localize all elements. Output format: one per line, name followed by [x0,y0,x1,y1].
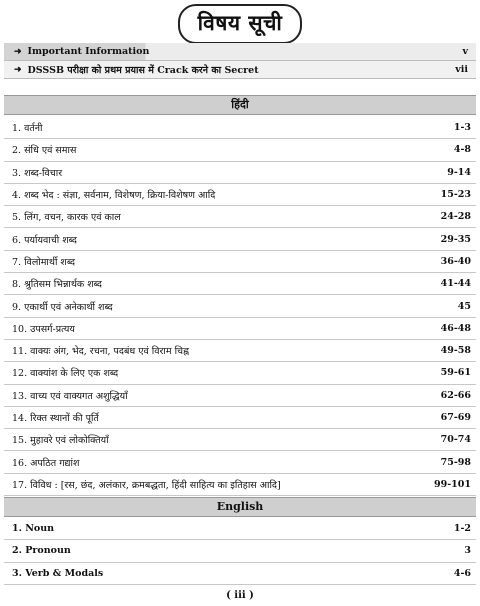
toc-pages: 75-98 [440,456,471,468]
toc-label: 11. वाक्यः अंग, भेद, रचना, पदबंध एवं विराम चिह्न [12,346,189,358]
toc-label: 2. Pronoun [12,545,71,557]
toc-pages: 46-48 [440,322,471,334]
toc-label: 2. संधि एवं समास [12,145,77,157]
toc-label: 4. शब्द भेद : संज्ञा, सर्वनाम, विशेषण, क्रिया-विशेषण आदि [12,190,216,202]
section-heading-hindi: हिंदी [4,95,476,115]
toc-label: 10. उपसर्ग-प्रत्यय [12,323,75,335]
toc-row[interactable] [4,451,476,473]
toc-label: 7. विलोमार्थी शब्द [12,256,76,268]
toc-pages: 67-69 [440,412,471,423]
toc-label: 3. Verb & Modals [12,567,104,579]
toc-pages: 99-101 [434,478,471,490]
toc-pages: 9-14 [447,166,471,178]
toc-pages: 4-6 [453,567,471,579]
toc-label: 13. वाच्य एवं वाक्यगत अशुद्धियाँ [12,390,128,402]
toc-row[interactable] [4,385,476,407]
intro-pages: vii [455,64,468,75]
toc-row[interactable] [4,162,476,184]
toc-row[interactable] [4,251,476,273]
arrow-right-icon: ➜ [14,64,22,75]
toc-pages: 49-58 [440,345,471,357]
toc-row[interactable] [4,474,476,496]
toc-row[interactable] [4,228,476,250]
toc-pages: 59-61 [440,367,471,379]
toc-label: 5. लिंग, वचन, कारक एवं काल [12,212,121,224]
toc-label: 16. अपठित गद्यांश [12,457,80,469]
toc-row[interactable] [4,362,476,384]
toc-row[interactable] [4,139,476,161]
toc-pages: 4-8 [453,144,471,156]
toc-row[interactable] [4,273,476,295]
toc-label: 6. पर्यायवाची शब्द [12,234,77,246]
toc-row[interactable] [4,295,476,317]
toc-pages: 1-2 [453,523,471,535]
toc-row[interactable] [4,184,476,206]
toc-row[interactable] [4,117,476,139]
arrow-right-icon: ➜ [14,46,22,57]
toc-label: 3. शब्द-विचार [12,167,63,179]
hindi-contents-list [4,117,476,496]
toc-row[interactable] [4,429,476,451]
toc-row[interactable] [4,518,476,540]
toc-row[interactable] [4,206,476,228]
intro-label: DSSSB परीक्षा को प्रथम प्रयास में Crack करने का Secret [27,65,259,76]
toc-row[interactable] [4,340,476,362]
section-heading-english: English [4,497,476,517]
toc-pages: 70-74 [440,434,471,446]
intro-row-dsssb-secret[interactable] [4,61,476,79]
toc-row[interactable] [4,563,476,585]
toc-label: 17. विविध : [रस, छंद, अलंकार, क्रमबद्धता, हिंदी साहित्य का इतिहास आदि] [12,479,281,491]
toc-row[interactable] [4,540,476,562]
intro-pages: v [462,46,468,57]
toc-label: 8. श्रुतिसम भिन्नार्थक शब्द [12,279,102,291]
toc-pages: 36-40 [440,255,471,267]
page-title: विषय सूची [178,4,303,44]
toc-pages: 1-3 [453,122,471,134]
page-number: ( iii ) [226,590,254,601]
toc-label: 9. एकार्थी एवं अनेकार्थी शब्द [12,301,113,313]
toc-pages: 62-66 [440,389,471,401]
toc-label: 14. रिक्त स्थानों की पूर्ति [12,413,99,424]
toc-label: 12. वाक्यांश के लिए एक शब्द [12,368,119,380]
toc-pages: 45 [457,300,471,312]
toc-pages: 29-35 [440,233,471,245]
toc-pages: 24-28 [440,211,471,223]
intro-row-important-information[interactable] [4,43,476,61]
toc-label: 1. Noun [12,523,55,535]
toc-pages: 41-44 [440,278,471,290]
toc-row[interactable] [4,318,476,340]
toc-pages: 15-23 [440,189,471,201]
intro-label: Important Information [27,46,150,57]
toc-label: 15. मुहावरे एवं लोकोक्तियाँ [12,435,109,447]
toc-label: 1. वर्तनी [12,123,43,135]
title-container [0,4,480,44]
toc-row[interactable] [4,407,476,429]
toc-pages: 3 [464,545,471,557]
english-contents-list [4,518,476,585]
intro-list [4,43,476,79]
